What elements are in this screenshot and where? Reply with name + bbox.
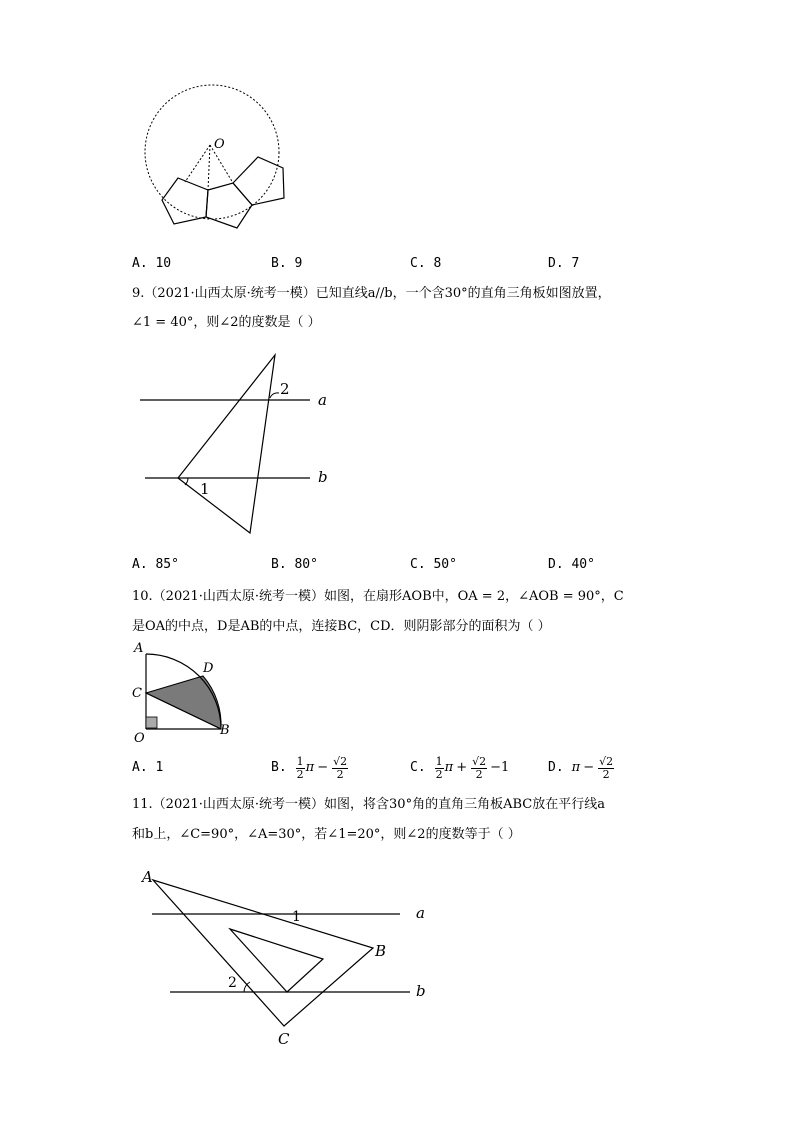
q11-label-angle-2: 2 [228, 975, 237, 991]
q8-option-b[interactable]: B. 9 [271, 256, 303, 271]
q9-label-a: a [318, 391, 327, 409]
q10-option-d-label: D. [548, 760, 564, 775]
q10-label-d: D [203, 661, 214, 676]
q8-option-c[interactable]: C. 8 [410, 256, 442, 271]
q11-label-line-b: b [416, 982, 426, 1000]
q10-option-b-frac2: $\frac{√2}{2}$ [333, 754, 348, 781]
q10-stem-line2: 是OA的中点，D是AB的中点，连接BC，CD．则阴影部分的面积为（ ） [132, 619, 551, 634]
q9-label-2: 2 [280, 380, 290, 398]
q10-label-b: B [220, 723, 230, 738]
q10-label-o: O [134, 731, 145, 746]
q11-label-b-vertex: B [375, 942, 387, 960]
q11-label-a-vertex: A [142, 868, 153, 886]
q10-option-b[interactable]: B. $\frac{1}{2}$ π − $\frac{√2}{2}$ [271, 754, 348, 781]
q10-option-c-label: C. [410, 760, 426, 775]
q10-option-d-frac: $\frac{√2}{2}$ [599, 754, 614, 781]
q10-option-a[interactable]: A. 1 [132, 760, 164, 775]
q9-option-d[interactable]: D. 40° [548, 557, 595, 572]
q9-option-b[interactable]: B. 80° [271, 557, 318, 572]
q9-label-1: 1 [200, 480, 210, 498]
q8-label-o: O [214, 137, 225, 152]
q10-option-d[interactable]: D. π − $\frac{√2}{2}$ [548, 754, 614, 781]
q11-label-line-a: a [416, 904, 425, 922]
q11-triangle-inner [230, 929, 323, 992]
q10-option-b-frac1: $\frac{1}{2}$ [296, 754, 304, 781]
q10-label-a: A [134, 641, 144, 656]
q8-option-a[interactable]: A. 10 [132, 256, 172, 271]
q11-label-c-vertex: C [278, 1030, 290, 1048]
q10-stem-line1: 10.（2021·山西太原·统考一模）如图，在扇形AOB中，OA = 2，∠AOB = 90°，C [132, 589, 624, 604]
q10-option-b-label: B. [271, 760, 287, 775]
q10-option-c[interactable]: C. $\frac{1}{2}$ π + $\frac{√2}{2}$ −1 [410, 754, 510, 781]
q11-label-angle-1: 1 [292, 909, 301, 925]
q8-option-d[interactable]: D. 7 [548, 256, 580, 271]
q11-triangle-outer [153, 880, 373, 1026]
q9-stem-line2: ∠1 = 40°，则∠2的度数是（ ） [132, 315, 321, 330]
q10-option-c-frac1: $\frac{1}{2}$ [435, 754, 443, 781]
q11-stem-line2: 和b上，∠C=90°，∠A=30°，若∠1=20°，则∠2的度数等于（ ） [132, 827, 521, 842]
q11-stem-line1: 11.（2021·山西太原·统考一模）如图，将含30°角的直角三角板ABC放在平行线a [132, 797, 605, 812]
q9-option-c[interactable]: C. 50° [410, 557, 457, 572]
q10-option-c-frac2: $\frac{√2}{2}$ [472, 754, 487, 781]
q9-stem-line1: 9.（2021·山西太原·统考一模）已知直线a//b，一个含30°的直角三角板如图放置， [132, 286, 611, 301]
q9-label-b: b [318, 468, 328, 486]
q10-label-c: C [132, 686, 142, 701]
q9-option-a[interactable]: A. 85° [132, 557, 179, 572]
